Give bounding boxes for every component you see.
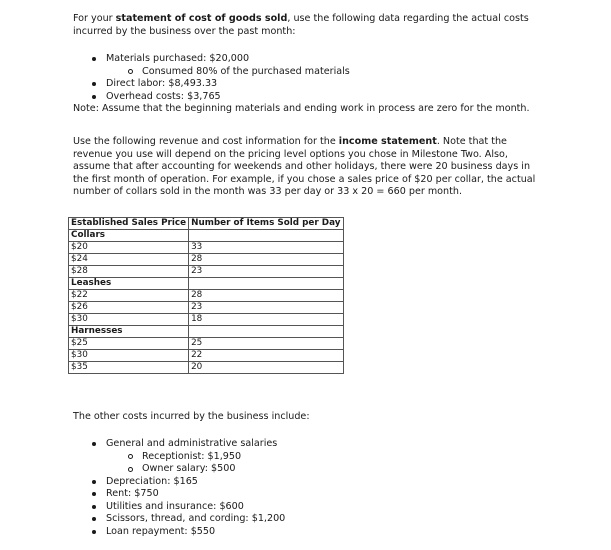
price-cell: $26	[69, 302, 189, 314]
items-sold-cell: 25	[189, 338, 343, 350]
category-label: Collars	[69, 230, 189, 242]
bullet-item: General and administrative salaries	[73, 438, 543, 451]
income-bold: income statement	[338, 136, 437, 147]
category-empty-cell	[189, 326, 343, 338]
cogs-intro-paragraph	[73, 13, 543, 38]
cogs-intro-pre: For your	[73, 13, 116, 24]
header-items-sold: Number of Items Sold per Day	[189, 218, 343, 230]
table-row	[69, 254, 344, 266]
income-pre: Use the following revenue and cost information for the	[73, 136, 339, 147]
bullet-item: Materials purchased: $20,000	[73, 53, 543, 66]
category-empty-cell	[189, 230, 343, 242]
price-cell: $30	[69, 314, 189, 326]
price-table	[68, 217, 344, 374]
price-cell: $30	[69, 350, 189, 362]
cogs-intro-post: , use the following data regarding the actual costs incurred by the business over the past month:	[73, 13, 529, 37]
items-sold-cell: 33	[189, 242, 343, 254]
items-sold-cell: 23	[189, 266, 343, 278]
income-post: . Note that the revenue you use will depend on the pricing level options you chose in Milestone Two. Also, assume that after accounting for weekends and other holidays, there were 20 business days in the first month of operation. For example, if you chose a sales price of $20 per collar, the actual number of collars sold in the month was 33 per day or 33 x 20 = 660 per month.	[73, 136, 536, 197]
price-table-header-row	[69, 218, 344, 230]
price-cell: $22	[69, 290, 189, 302]
items-sold-cell: 18	[189, 314, 343, 326]
price-cell: $28	[69, 266, 189, 278]
bullet-item: Depreciation: $165	[73, 476, 543, 489]
bullet-item: Scissors, thread, and cording: $1,200	[73, 513, 543, 526]
table-row	[69, 242, 344, 254]
table-row	[69, 266, 344, 278]
sub-bullet-item: Receptionist: $1,950	[73, 451, 543, 464]
table-row	[69, 362, 344, 374]
category-row	[69, 230, 344, 242]
table-row	[69, 350, 344, 362]
category-row	[69, 326, 344, 338]
cogs-bullet-list	[73, 53, 543, 103]
other-costs-list	[73, 438, 543, 538]
items-sold-cell: 20	[189, 362, 343, 374]
category-label: Leashes	[69, 278, 189, 290]
header-price: Established Sales Price	[69, 218, 189, 230]
category-label: Harnesses	[69, 326, 189, 338]
bullet-item: Utilities and insurance: $600	[73, 501, 543, 514]
items-sold-cell: 23	[189, 302, 343, 314]
cogs-note-text: Note: Assume that the beginning materials and ending work in process are zero for the month.	[73, 103, 530, 114]
bullet-item: Loan repayment: $550	[73, 526, 543, 539]
bullet-item: Rent: $750	[73, 488, 543, 501]
price-cell: $20	[69, 242, 189, 254]
price-table-body	[69, 230, 344, 374]
category-empty-cell	[189, 278, 343, 290]
bullet-item: Overhead costs: $3,765	[73, 91, 543, 104]
items-sold-cell: 22	[189, 350, 343, 362]
income-paragraph	[73, 136, 543, 199]
table-row	[69, 314, 344, 326]
table-row	[69, 338, 344, 350]
category-row	[69, 278, 344, 290]
cogs-intro	[73, 13, 543, 38]
table-row	[69, 290, 344, 302]
cogs-intro-bold: statement of cost of goods sold	[115, 13, 288, 24]
bullet-item: Direct labor: $8,493.33	[73, 78, 543, 91]
other-costs-intro-text: The other costs incurred by the business include:	[73, 411, 310, 422]
price-cell: $25	[69, 338, 189, 350]
cogs-note	[73, 103, 543, 116]
sub-bullet-item: Owner salary: $500	[73, 463, 543, 476]
sub-bullet-item: Consumed 80% of the purchased materials	[73, 66, 543, 79]
price-cell: $24	[69, 254, 189, 266]
items-sold-cell: 28	[189, 290, 343, 302]
items-sold-cell: 28	[189, 254, 343, 266]
table-row	[69, 302, 344, 314]
other-costs-intro	[73, 411, 543, 424]
price-cell: $35	[69, 362, 189, 374]
